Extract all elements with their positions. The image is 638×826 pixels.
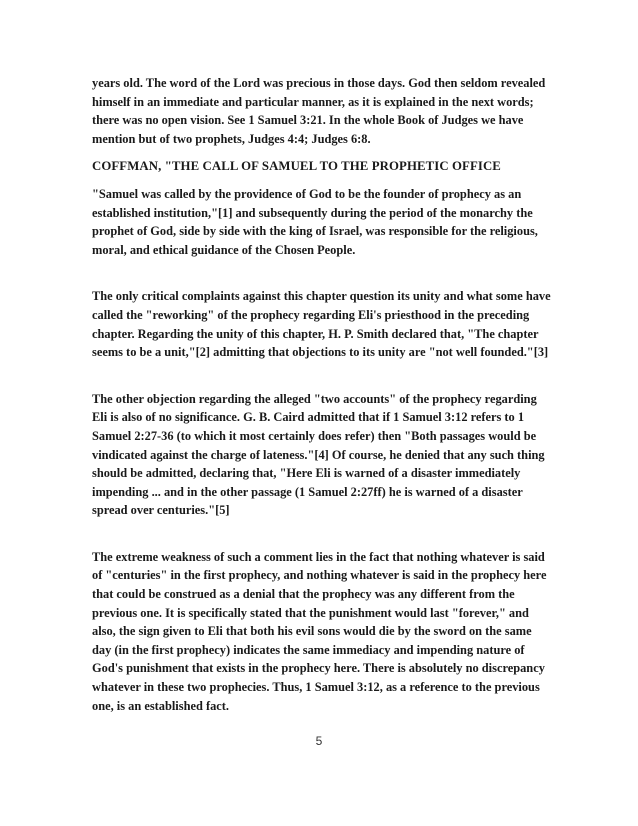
paragraph-critical-complaints: The only critical complaints against this chapter question its unity and what some have called the "reworking" of the prophecy regarding Eli's priesthood in the preceding chapter. Regarding the unity of this chapter, H. P. Smith declared that, "The chapter seems to be a unit,"[2] admitting that objections to its unity are "not well founded."[3] xyxy=(92,289,551,360)
paragraph-other-objection: The other objection regarding the alleged "two accounts" of the prophecy regarding Eli is also of no significance. G. B. Caird admitted that if 1 Samuel 3:12 refers to 1 Samuel 2:27-36 (to which it most certainly does refer) then "Both passages would be vindicated against the charge of lateness."[4] Of course, he denied that any such thing should be admitted, declaring that, "Here Eli is warned of a disaster immediately impending ... and in the other passage (1 Samuel 2:27ff) he is warned of a disaster spread over centuries."[5] xyxy=(92,391,545,518)
section-heading: COFFMAN, "THE CALL OF SAMUEL TO THE PROPHETIC OFFICE xyxy=(92,159,501,174)
paragraph-samuel-called: "Samuel was called by the providence of God to be the founder of prophecy as an established institution,"[1] and subsequently during the period of the monarchy the prophet of God, side by side with the king of Israel, was responsible for the religious, moral, and ethical guidance of the Chosen People. xyxy=(92,186,538,257)
page-number: 5 xyxy=(315,734,323,748)
document-body xyxy=(92,74,552,715)
paragraph-continuation: years old. The word of the Lord was precious in those days. God then seldom revealed himself in an immediate and particular manner, as it is explained in the next words; there was no open vision. See 1 Samuel 3:21. In the whole Book of Judges we have mention but of two prophets, Judges 4:4; Judges 6:8. xyxy=(92,76,546,146)
paragraph-extreme-weakness: The extreme weakness of such a comment lies in the fact that nothing whatever is said of "centuries" in the first prophecy, and nothing whatever is said in the prophecy here that could be construed as a denial that the prophecy was any different from the previous one. It is specifically stated that the punishment would last "forever," and also, the sign given to Eli that both his evil sons would die by the sword on the same day (in the first prophecy) indicates the same immediacy and impending nature of God's punishment that exists in the prophecy here. There is absolutely no discrepancy whatever in these two prophecies. Thus, 1 Samuel 3:12, as a reference to the previous one, is an established fact. xyxy=(92,549,547,713)
